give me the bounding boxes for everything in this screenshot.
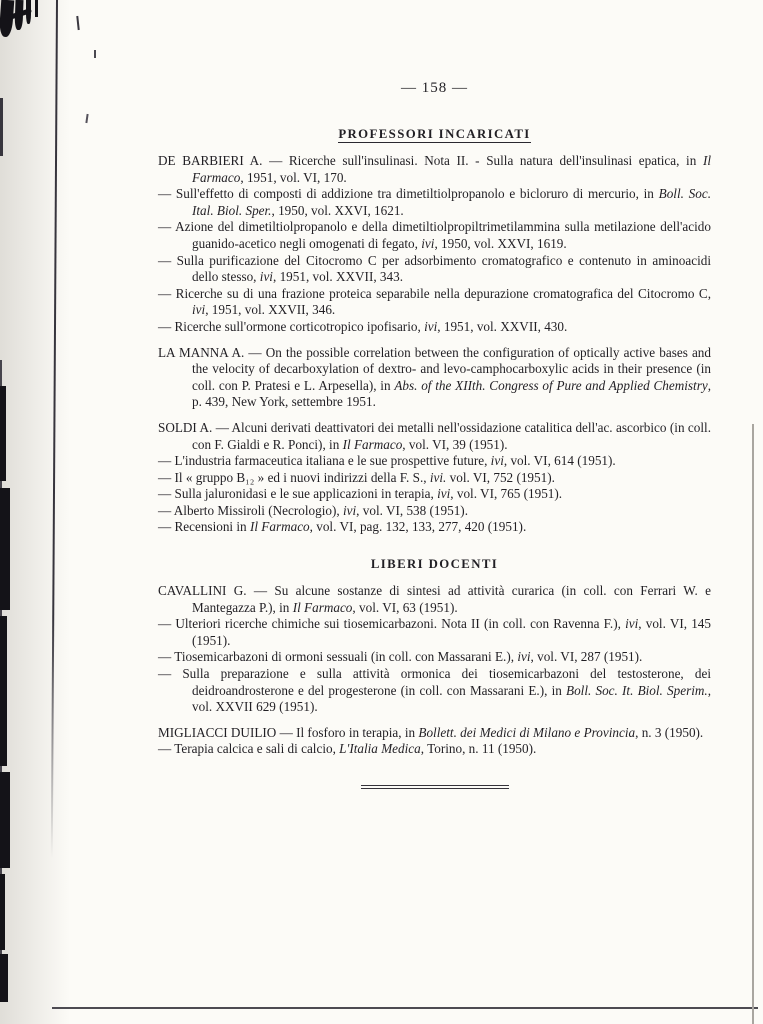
left-edge-mark [0,874,5,950]
section-heading [158,127,711,142]
ink-speck [94,50,96,58]
left-edge-mark [0,616,7,766]
page-number: — 158 — [401,80,468,96]
binding-crease-line [51,0,58,858]
entry-segment: , vol. XXVII 629 (1951). [192,682,711,715]
entry-segment: , 1951, vol. XXVII, 346. [205,302,336,318]
entry-segment: — L'industria farmaceutica italiana e le sue prospettive future, [158,453,491,469]
ink-speck [85,114,88,123]
left-edge-mark [0,488,10,610]
entry-group [158,725,711,758]
left-edge-mark [0,386,6,481]
entry-segment: , vol. VI, 145 (1951). [192,616,711,648]
entry-segment-italic: L'Italia Medica [339,741,421,757]
bibliography-entry [158,153,711,186]
entry-group [158,345,711,411]
entry-segment: — Il « gruppo B₁₂ » ed i nuovi indirizzi della F. S., [158,469,430,485]
bibliography-entry [158,186,711,219]
entry-segment-italic: Bollett. dei Medici di Milano e Provincia [418,724,636,740]
entry-segment-italic: ivi [517,649,531,665]
entry-segment-italic: ivi [490,453,504,469]
entry-segment: — Ulteriori ricerche chimiche sui tiosemicarbazoni. Nota II (in coll. con Ravenna F.), [158,616,626,632]
entry-segment: , p. 439, New York, settembre 1951. [192,377,712,410]
entry-segment-italic: Il Farmaco [249,519,310,535]
entry-segment: , vol. VI, 765 (1951). [450,486,563,502]
bibliography-entry [158,741,711,758]
entry-segment: , Torino, n. 11 (1950). [420,741,537,757]
entry-segment-italic: ivi [437,486,451,502]
bibliography-entry [158,519,711,536]
entry-segment: — Ricerche sull'ormone corticotropico ipofisario, [158,318,425,334]
entry-segment: — Terapia calcica e sali di calcio, [158,741,340,757]
entry-segment: , 1951, vol. XXVII, 430. [437,318,568,334]
section-heading-label: LIBERI DOCENTI [370,557,499,572]
bibliography-entry [158,470,711,487]
bibliography-entry [158,616,711,649]
bibliography-entry [158,219,711,252]
entry-segment-italic: Boll. Soc. Ital. Biol. Sper. [192,186,711,218]
bibliography-entry [158,666,711,716]
section-heading-label: PROFESSORI INCARICATI [338,127,531,141]
left-edge-mark [0,98,3,156]
entry-segment: DE BARBIERI A. — Ricerche sull'insulinasi. Nota II. - Sulla natura dell'insulinasi epatica, in [158,153,703,168]
entry-segment: — Recensioni in [158,519,250,535]
document-sections [158,127,711,758]
entry-segment: — Alberto Missiroli (Necrologio), [158,502,343,518]
entry-segment-italic: ivi [421,235,435,251]
entry-segment-italic: ivi. [429,469,447,485]
bibliography-entry [158,420,711,453]
bibliography-entry [158,253,711,286]
entry-segment-italic: ivi [342,502,357,518]
entry-segment-italic: ivi [192,302,206,318]
entry-segment-italic: Boll. Soc. It. Biol. Sperim. [566,682,708,698]
bibliography-entry [158,345,711,411]
entry-segment: , n. 3 (1950). [635,724,704,740]
entry-segment: , vol. VI, 63 (1951). [352,599,458,615]
left-edge-mark [0,772,10,868]
entry-segment-italic: Il Farmaco [292,599,353,615]
bibliography-entry [158,286,711,319]
entry-segment: vol. VI, 752 (1951). [446,469,555,485]
entry-segment: , vol. VI, pag. 132, 133, 277, 420 (1951). [309,519,527,535]
entry-segment: MIGLIACCI DUILIO — Il fosforo in terapia, in [158,724,419,740]
bibliography-entry [158,649,711,666]
entry-segment: — Sulla jaluronidasi e le sue applicazioni in terapia, [158,486,438,502]
entry-segment: , vol. VI, 614 (1951). [503,453,616,469]
bibliography-entry [158,319,711,336]
entry-segment: , vol. VI, 538 (1951). [356,502,468,518]
entry-segment-italic: Il Farmaco [342,436,403,452]
bibliography-entry [158,503,711,520]
entry-segment-italic: ivi [424,318,438,334]
bibliography-entry [158,486,711,503]
entry-segment-italic: Il Farmaco [192,153,711,185]
entry-segment: — Tiosemicarbazoni di ormoni sessuali (in coll. con Massarani E.), [158,649,518,665]
ink-blob [35,0,38,17]
entry-segment: , 1951, vol. VI, 170. [240,169,347,185]
entry-group [158,153,711,336]
page-bottom-edge [52,1007,758,1009]
entry-segment: , 1951, vol. XXVII, 343. [272,269,404,285]
bibliography-entry [158,583,711,616]
entry-segment: LA MANNA A. — On the possible correlation between the configuration of optically active bases and the velocity of decarboxylation of dextro- and levo-camphocarboxylic acids in their presence (in coll. con P. Pratesi e L. Arpesella), in [158,344,711,393]
entry-segment: — Ricerche su di una frazione proteica separabile nella depurazione cromatografica del Citocromo C, [158,285,711,301]
entry-segment: SOLDI A. — Alcuni derivati deattivatori dei metalli nell'ossidazione catalitica dell'ac. ascorbico (in coll. con F. Gialdi e R. Ponci), in [158,419,711,452]
entry-segment: , 1950, vol. XXVI, 1621. [271,202,404,218]
entry-segment: — Sull'effetto di composti di addizione tra dimetiltiolpropanolo e bicloruro di mercurio, in [158,186,659,202]
entry-segment: , 1950, vol. XXVI, 1619. [434,235,567,251]
bibliography-entry [158,725,711,742]
entry-segment: , vol. VI, 287 (1951). [530,649,643,665]
bibliography-entry [158,453,711,470]
ink-speck [76,16,79,30]
entry-group [158,420,711,536]
entry-segment: — Azione del dimetiltiolpropanolo e della dimetiltiolpropiltrimetilammina sulla metilazione dell'acido guanido-acetico negli omogenati di fegato, [158,219,711,251]
entry-segment-italic: ivi [625,616,639,632]
page-right-edge [752,424,754,1024]
entry-segment: — Sulla purificazione del Citocromo C per adsorbimento cromatografico e contenuto in aminoacidi dello stesso, [158,252,711,285]
end-rule [361,785,509,789]
entry-segment-italic: ivi [259,269,273,285]
entry-segment: , vol. VI, 39 (1951). [402,436,508,452]
entry-group [158,583,711,716]
entry-segment: CAVALLINI G. — Su alcune sostanze di sintesi ad attività curarica (in coll. con Ferrari W. e Mantegazza P.), in [158,583,711,615]
entry-segment: — Sulla preparazione e sulla attività ormonica dei tiosemicarbazoni del testosterone, dei deidroandrosterone e del progesterone (in coll. con Massarani E.), in [158,666,711,698]
entry-segment-italic: Abs. of the XIIth. Congress of Pure and Applied Chemistry [394,377,708,393]
left-edge-mark [0,954,8,1002]
section-heading [158,557,711,572]
text-block [158,80,711,789]
